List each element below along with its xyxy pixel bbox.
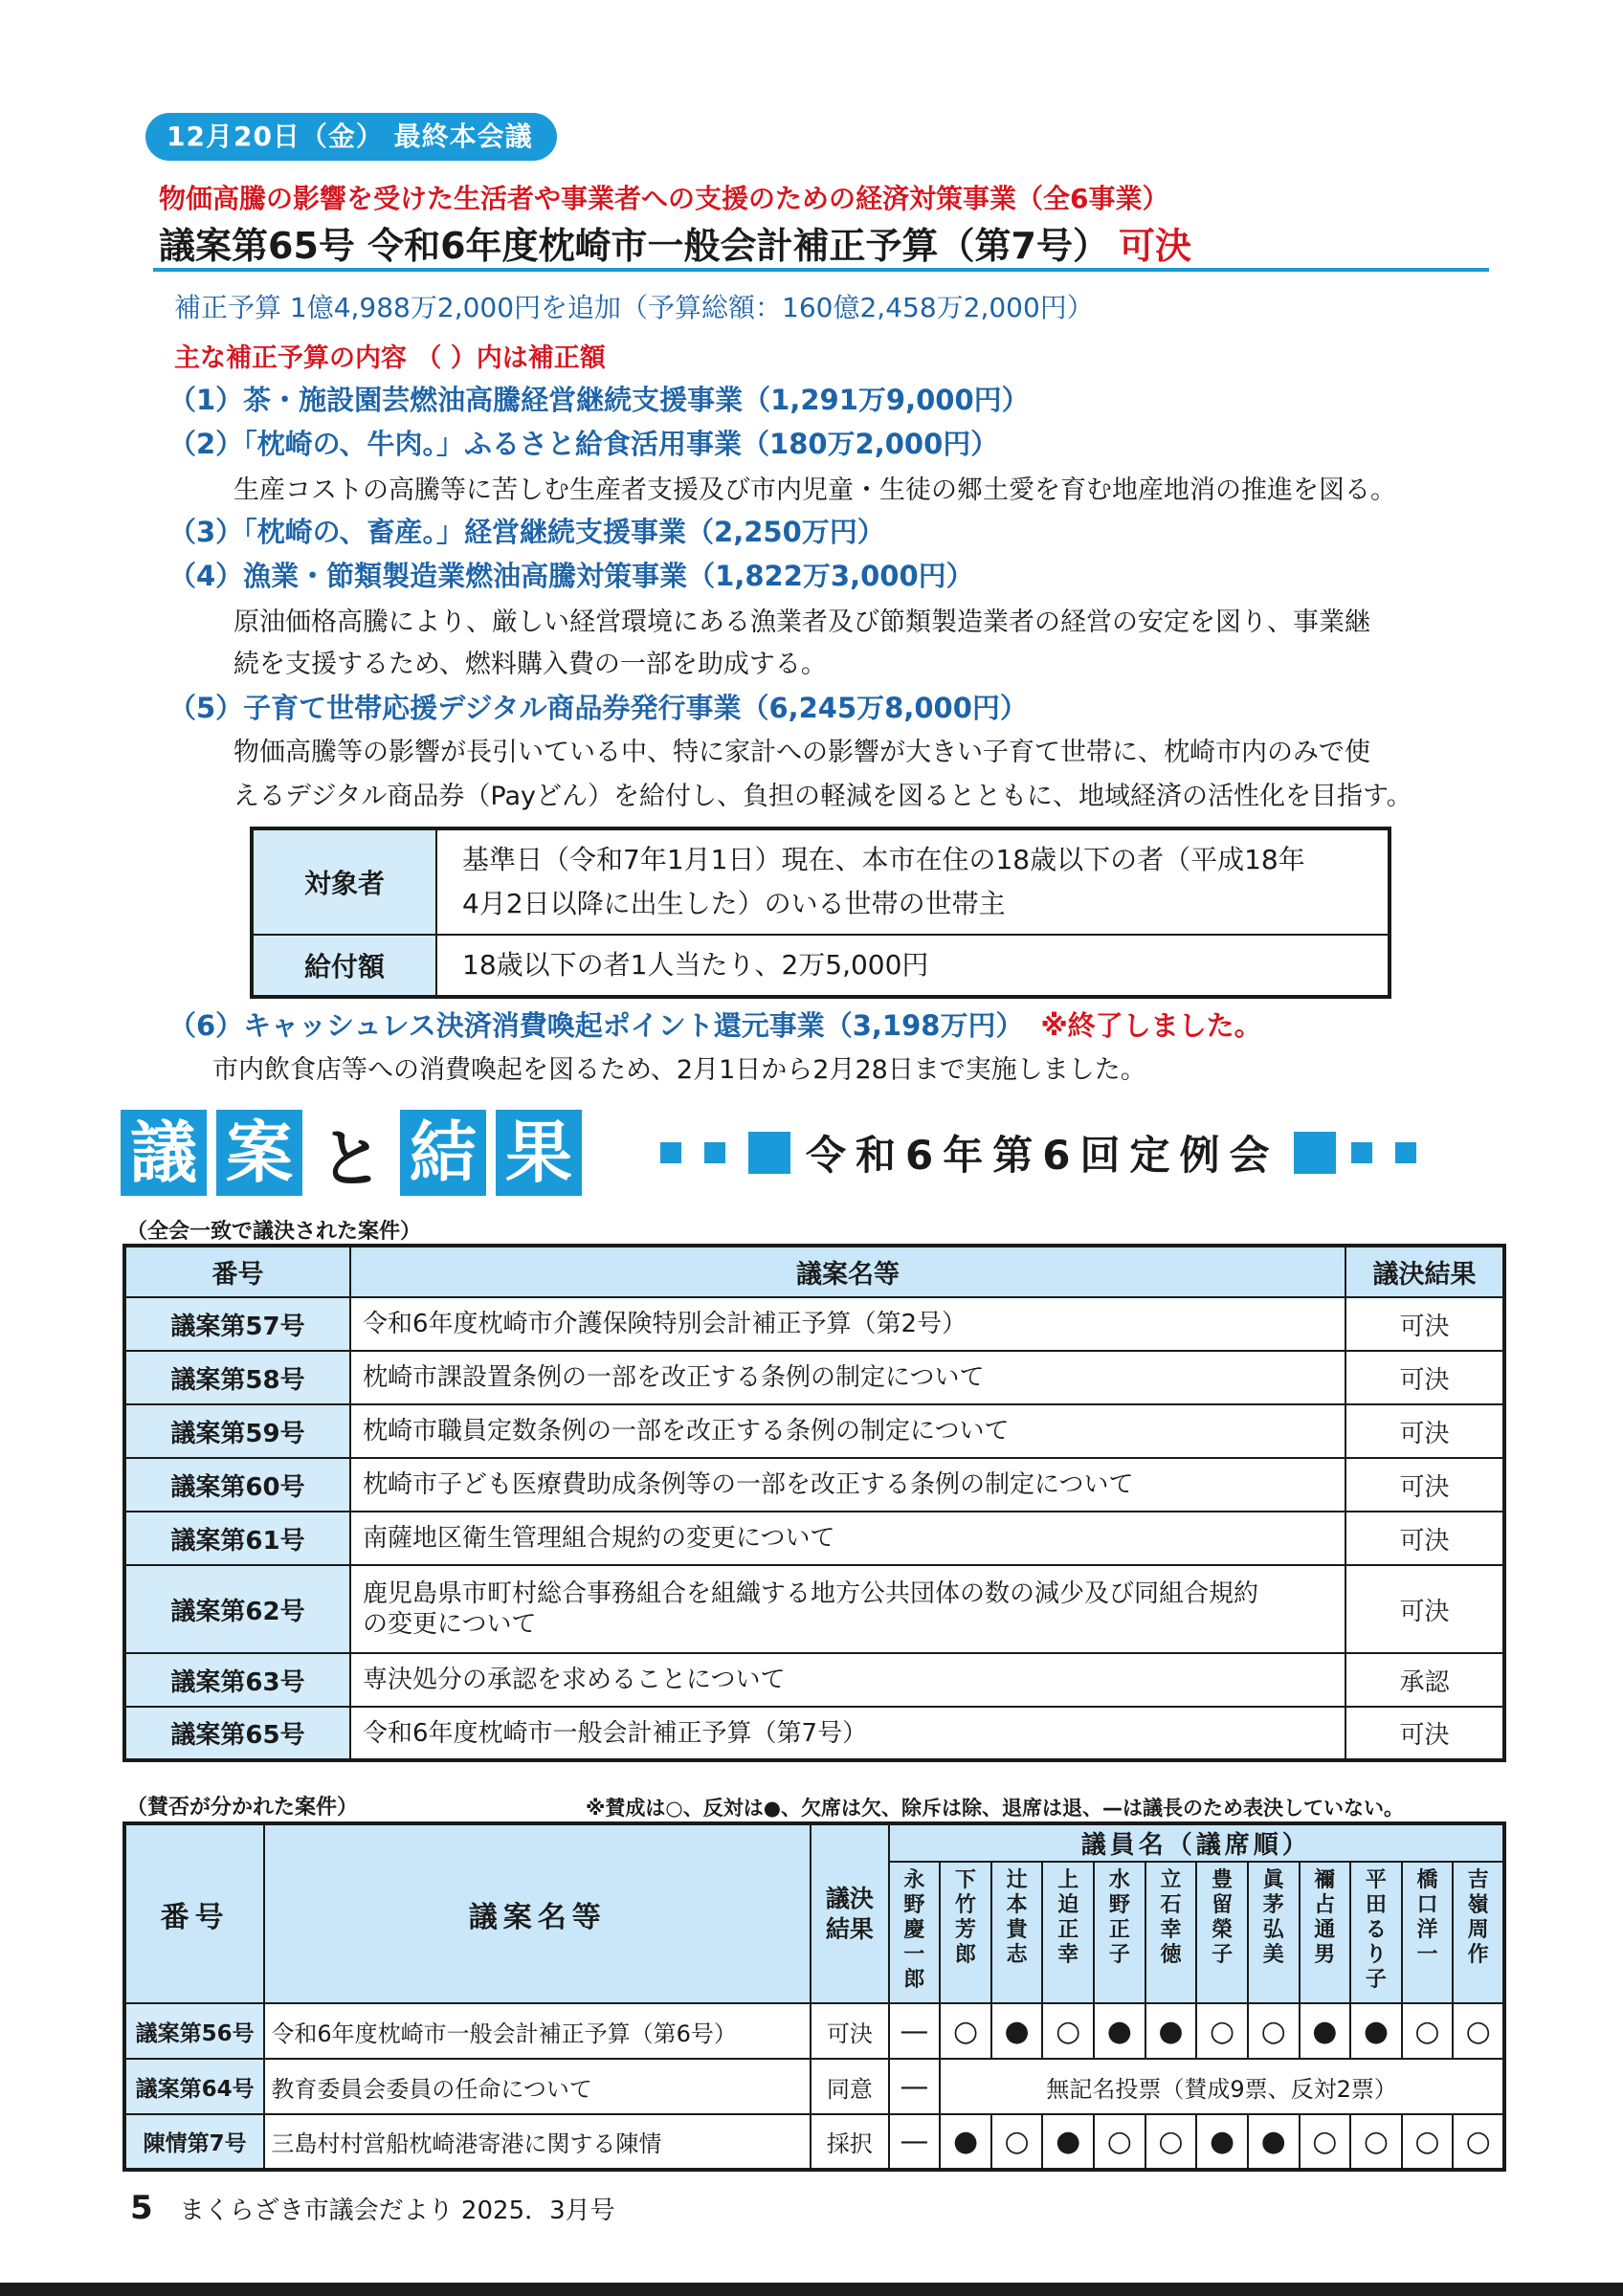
square-decor bbox=[1294, 1132, 1336, 1174]
bill-number: 議案第58号 bbox=[124, 1351, 350, 1404]
item-2-desc: 生産コストの高騰等に苦しむ生産者支援及び市内児童・生徒の郷土愛を育む地産地消の推進を図る。 bbox=[233, 475, 1396, 505]
col-header-members: 議員名（議席順） bbox=[889, 1823, 1504, 1862]
vote-mark: ○ bbox=[1402, 2114, 1454, 2170]
bill-result: 可決 bbox=[1345, 1404, 1504, 1458]
vote-mark: ○ bbox=[991, 2114, 1043, 2170]
bill-result: 可決 bbox=[1345, 1458, 1504, 1512]
section-heading bbox=[121, 1108, 591, 1198]
vote-mark: ○ bbox=[1094, 2114, 1145, 2170]
target-label: 対象者 bbox=[252, 828, 436, 935]
member-name: 辻 本 貴 志 bbox=[991, 1862, 1043, 2003]
economic-measures-subtitle: 物価高騰の影響を受けた生活者や事業者への支援のための経済対策事業（全6事業） bbox=[159, 183, 1169, 214]
item-6-desc: 市内飲食店等への消費喚起を図るため、2月1日から2月28日まで実施しました。 bbox=[212, 1055, 1146, 1085]
member-name: 禰 占 通 男 bbox=[1300, 1862, 1351, 2003]
heading-char-1: 議 bbox=[121, 1110, 207, 1196]
member-name: 橋 口 洋 一 bbox=[1402, 1862, 1454, 2003]
target-value-line-1: 基準日（令和7年1月1日）現在、本市在住の18歳以下の者（平成18年 bbox=[462, 844, 1305, 875]
vote-mark: ○ bbox=[1042, 2003, 1094, 2059]
member-name: 水 野 正 子 bbox=[1094, 1862, 1145, 2003]
bill-number: 議案第63号 bbox=[124, 1653, 350, 1707]
table-row bbox=[124, 1707, 1504, 1760]
bill-title bbox=[159, 216, 1191, 269]
budget-contents-label: 主な補正予算の内容 （ ）内は補正額 bbox=[174, 343, 606, 373]
date-pill: 12月20日（金） 最終本会議 bbox=[145, 113, 557, 161]
table-row bbox=[124, 1512, 1504, 1565]
vote-mark: ○ bbox=[940, 2003, 991, 2059]
vote-mark: — bbox=[889, 2059, 941, 2114]
square-decor bbox=[704, 1142, 725, 1163]
bill-number: 議案第59号 bbox=[124, 1404, 350, 1458]
table-row bbox=[124, 1351, 1504, 1404]
item-6-ended-note: ※終了しました。 bbox=[1040, 1009, 1262, 1042]
bill-result: 同意 bbox=[811, 2059, 888, 2114]
split-vote-label: （賛否が分かれた案件） bbox=[126, 1796, 359, 1820]
bill-name-line-2: の変更について bbox=[363, 1610, 537, 1639]
table-row bbox=[124, 1404, 1504, 1458]
heading-char-to: と bbox=[320, 1121, 383, 1196]
vote-mark: ○ bbox=[1300, 2114, 1351, 2170]
unanimous-label: （全会一致で議決された案件） bbox=[126, 1220, 422, 1244]
bill-name: 枕崎市職員定数条例の一部を改正する条例の制定について bbox=[350, 1404, 1345, 1458]
vote-mark: ○ bbox=[1248, 2003, 1300, 2059]
bill-number: 議案第62号 bbox=[124, 1565, 350, 1653]
bill-name-line-1: 鹿児島県市町村総合事務組合を組織する地方公共団体の数の減少及び同組合規約 bbox=[363, 1579, 1259, 1608]
vote-mark: ○ bbox=[1196, 2003, 1248, 2059]
square-decor bbox=[748, 1132, 790, 1174]
bill-name: 令和6年度枕崎市一般会計補正予算（第7号） bbox=[350, 1707, 1345, 1760]
split-vote-table bbox=[122, 1821, 1506, 2172]
bill-name: 三島村村営船枕崎港寄港に関する陳情 bbox=[264, 2114, 811, 2170]
col-header-number: 番号 bbox=[124, 1823, 264, 2003]
bill-result: 承認 bbox=[1345, 1653, 1504, 1707]
vote-mark: ● bbox=[1300, 2003, 1351, 2059]
item-3: （3）「枕崎の、畜産。」経営継続支援事業（2,250万円） bbox=[168, 516, 885, 548]
bill-result: 採択 bbox=[811, 2114, 888, 2170]
vote-mark: ● bbox=[1145, 2003, 1197, 2059]
item-5-desc-2: えるデジタル商品券（Payどん）を給付し、負担の軽減を図るとともに、地域経済の活性化を目指す。 bbox=[233, 782, 1412, 811]
eligibility-table bbox=[250, 827, 1391, 999]
bill-result: 可決 bbox=[1119, 225, 1192, 267]
col-header-result: 議決結果 bbox=[1345, 1246, 1504, 1297]
member-name: 吉 嶺 周 作 bbox=[1453, 1862, 1504, 2003]
square-decor bbox=[660, 1142, 681, 1163]
col-header-result: 議決結果 bbox=[811, 1823, 888, 2003]
vote-mark: ● bbox=[940, 2114, 991, 2170]
item-5: （5）子育て世帯応援デジタル商品券発行事業（6,245万8,000円） bbox=[168, 692, 1028, 724]
vote-mark: ○ bbox=[1350, 2114, 1402, 2170]
unanimous-results-table bbox=[122, 1244, 1506, 1762]
table-row bbox=[124, 1297, 1504, 1351]
bill-name: 令和6年度枕崎市一般会計補正予算（第6号） bbox=[264, 2003, 811, 2059]
title-rule bbox=[153, 268, 1489, 272]
bottom-bar bbox=[0, 2283, 1623, 2296]
bill-number: 議案第56号 bbox=[124, 2003, 264, 2059]
heading-char-3: 結 bbox=[400, 1110, 486, 1196]
table-row bbox=[124, 1458, 1504, 1512]
bill-name: 枕崎市課設置条例の一部を改正する条例の制定について bbox=[350, 1351, 1345, 1404]
bill-result: 可決 bbox=[1345, 1351, 1504, 1404]
vote-mark: — bbox=[889, 2114, 941, 2170]
member-name: 眞 茅 弘 美 bbox=[1248, 1862, 1300, 2003]
vote-mark: — bbox=[889, 2003, 941, 2059]
vote-mark: ○ bbox=[1402, 2003, 1454, 2059]
session-banner bbox=[660, 1119, 1439, 1186]
member-name: 上 迫 正 幸 bbox=[1042, 1862, 1094, 2003]
member-name: 平 田 る り 子 bbox=[1350, 1862, 1402, 2003]
target-value bbox=[436, 828, 1390, 935]
table-row bbox=[124, 2059, 1504, 2114]
member-name: 豊 留 榮 子 bbox=[1196, 1862, 1248, 2003]
item-4-desc-2: 続を支援するため、燃料購入費の一部を助成する。 bbox=[233, 650, 827, 679]
bill-result: 可決 bbox=[1345, 1512, 1504, 1565]
bill-name: 令和6年度枕崎市介護保険特別会計補正予算（第2号） bbox=[350, 1297, 1345, 1351]
square-decor bbox=[1395, 1142, 1416, 1163]
item-4-desc-1: 原油価格高騰により、厳しい経営環境にある漁業者及び節類製造業者の経営の安定を図り、事業継 bbox=[233, 607, 1370, 637]
vote-mark: ● bbox=[1094, 2003, 1145, 2059]
col-header-number: 番号 bbox=[124, 1246, 350, 1297]
publication-name: まくらざき市議会だより 2025．3月号 bbox=[179, 2197, 615, 2225]
vote-mark: ● bbox=[1248, 2114, 1300, 2170]
vote-mark: ● bbox=[991, 2003, 1043, 2059]
bill-result: 可決 bbox=[1345, 1297, 1504, 1351]
bill-title-text: 議案第65号 令和6年度枕崎市一般会計補正予算（第7号） bbox=[159, 225, 1109, 267]
vote-mark: ● bbox=[1350, 2003, 1402, 2059]
anonymous-vote-note: 無記名投票（賛成9票、反対2票） bbox=[940, 2059, 1504, 2114]
vote-legend: ※賛成は○、反対は●、欠席は欠、除斥は除、退席は退、—は議長のため表決していない。 bbox=[586, 1797, 1405, 1820]
bill-number: 議案第65号 bbox=[124, 1707, 350, 1760]
page-footer bbox=[130, 2189, 615, 2227]
budget-summary: 補正予算 1億4,988万2,000円を追加（予算総額：160億2,458万2,000円） bbox=[174, 292, 1094, 323]
bill-number: 議案第60号 bbox=[124, 1458, 350, 1512]
item-4: （4）漁業・節類製造業燃油高騰対策事業（1,822万3,000円） bbox=[168, 560, 974, 592]
bill-name: 南薩地区衛生管理組合規約の変更について bbox=[350, 1512, 1345, 1565]
session-title: 令和6年第6回定例会 bbox=[806, 1132, 1279, 1179]
bill-name: 枕崎市子ども医療費助成条例等の一部を改正する条例の制定について bbox=[350, 1458, 1345, 1512]
col-header-name: 議案名等 bbox=[350, 1246, 1345, 1297]
item-6-text: （6）キャッシュレス決済消費喚起ポイント還元事業（3,198万円） bbox=[168, 1009, 1024, 1042]
table-row bbox=[124, 1653, 1504, 1707]
bill-result: 可決 bbox=[811, 2003, 888, 2059]
vote-mark: ● bbox=[1042, 2114, 1094, 2170]
amount-value: 18歳以下の者1人当たり、2万5,000円 bbox=[436, 935, 1390, 997]
col-header-name: 議案名等 bbox=[264, 1823, 811, 2003]
table-row bbox=[124, 2114, 1504, 2170]
heading-char-2: 案 bbox=[216, 1110, 302, 1196]
bill-name bbox=[350, 1565, 1345, 1653]
bill-name: 専決処分の承認を求めることについて bbox=[350, 1653, 1345, 1707]
vote-mark: ○ bbox=[1145, 2114, 1197, 2170]
bill-number: 議案第57号 bbox=[124, 1297, 350, 1351]
vote-mark: ○ bbox=[1453, 2003, 1504, 2059]
square-decor bbox=[1351, 1142, 1372, 1163]
item-1: （1）茶・施設園芸燃油高騰経営継続支援事業（1,291万9,000円） bbox=[168, 384, 1030, 416]
item-6 bbox=[168, 1004, 1262, 1044]
table-row bbox=[124, 2003, 1504, 2059]
item-2: （2）「枕崎の、牛肉。」ふるさと給食活用事業（180万2,000円） bbox=[168, 428, 999, 460]
bill-number: 議案第61号 bbox=[124, 1512, 350, 1565]
vote-mark: ● bbox=[1196, 2114, 1248, 2170]
bill-result: 可決 bbox=[1345, 1707, 1504, 1760]
table-row bbox=[124, 1565, 1504, 1653]
target-value-line-2: 4月2日以降に出生した）のいる世帯の世帯主 bbox=[462, 888, 1006, 919]
member-name: 下 竹 芳 郎 bbox=[940, 1862, 991, 2003]
bill-result: 可決 bbox=[1345, 1565, 1504, 1653]
item-5-desc-1: 物価高騰等の影響が長引いている中、特に家計への影響が大きい子育て世帯に、枕崎市内のみで使 bbox=[233, 738, 1370, 767]
page-number: 5 bbox=[130, 2189, 153, 2227]
bill-number: 陳情第7号 bbox=[124, 2114, 264, 2170]
amount-label: 給付額 bbox=[252, 935, 436, 997]
heading-char-4: 果 bbox=[496, 1110, 582, 1196]
vote-mark: ○ bbox=[1453, 2114, 1504, 2170]
member-name: 永 野 慶 一 郎 bbox=[889, 1862, 941, 2003]
member-name: 立 石 幸 徳 bbox=[1145, 1862, 1197, 2003]
bill-number: 議案第64号 bbox=[124, 2059, 264, 2114]
bill-name: 教育委員会委員の任命について bbox=[264, 2059, 811, 2114]
